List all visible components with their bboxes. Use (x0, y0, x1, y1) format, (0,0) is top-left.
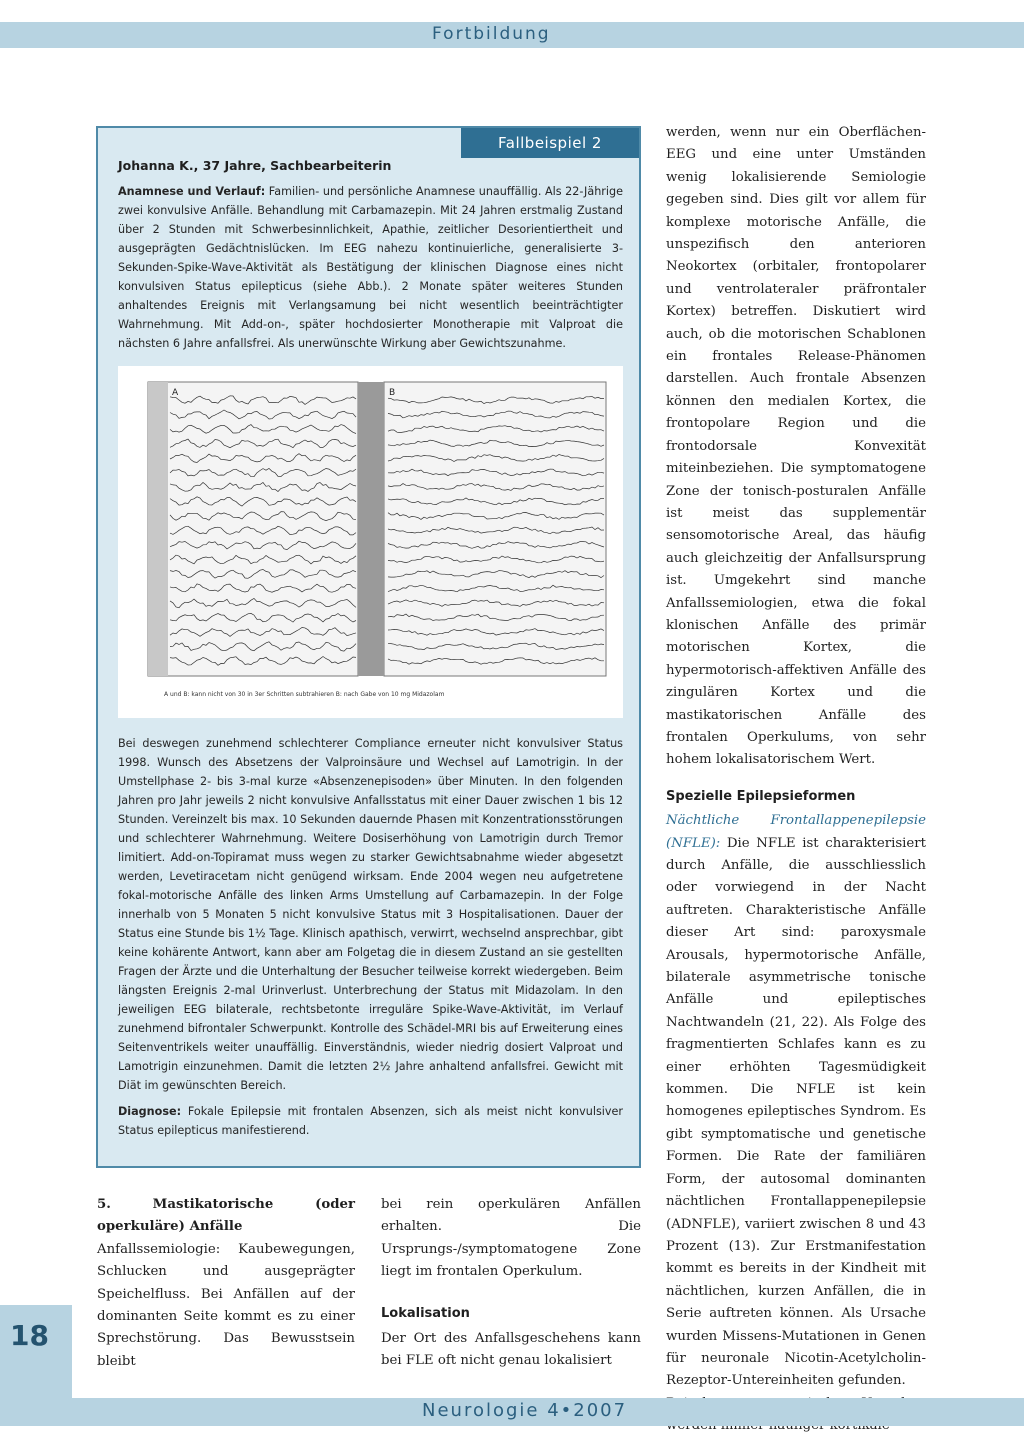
case-diagnose (118, 1102, 623, 1140)
eeg-trace-image (118, 366, 623, 718)
nfle-text: Die NFLE ist charakterisiert durch Anfälle, die ausschliesslich oder vorwiegend in der Nacht auftreten. Charakteristische Anfälle dieser Art sind: paroxysmale Arousals, hypermotorische Anfälle, bilaterale asymmetrische tonische Anfälle und epileptisches Nachtwandeln (21, 22). Als Folge des fragmentierten Schlafes kann es zu einer erhöhten Tagesmüdigkeit kommen. Die NFLE ist kein homogenes epileptisches Syndrom. Es gibt symptomatische und genetische Formen. Die Rate der familiären Form, der autosomal dominanten nächtlichen Frontallappenepilepsie (ADNFLE), variiert zwischen 8 und 43 Prozent (13). Zur Erstmanifestation kommt es bereits in der Kindheit mit nächtlichen, kurzen Anfällen, die in Serie auftreten können. Als Ursache wurden Missens-Mutationen in Genen für neuronale Nicotin-Acetylcholin-Rezeptor-Untereinheiten gefunden. (666, 835, 926, 1389)
diagnose-text: Fokale Epilepsie mit frontalen Absenzen, sich als meist nicht konvulsiver Status epilepticus manifestierend. (118, 1105, 623, 1137)
page-number-tab (0, 1305, 72, 1398)
case-box (96, 126, 641, 1168)
section-heading-epilepsieformen: Spezielle Epilepsieformen (666, 788, 856, 804)
column-1 (97, 1194, 355, 1373)
case-title: Johanna K., 37 Jahre, Sachbearbeiterin (118, 158, 392, 173)
figure-caption: A und B: kann nicht von 30 in 3er Schritten subtrahieren B: nach Gabe von 10 mg Midazolam (164, 691, 445, 698)
diagnose-label: Diagnose: (118, 1105, 182, 1118)
svg-text:B: B (389, 388, 396, 398)
column-2 (381, 1194, 641, 1373)
col1-text: Anfallssemiologie: Kaubewegungen, Schlucken und ausgeprägter Speichelfluss. Bei Anfällen auf der dominanten Seite kommt es zu einer Sprechstörung. Das Bewusstsein bleibt (97, 1241, 355, 1369)
page-number: 18 (10, 1319, 49, 1352)
col3-text-1: werden, wenn nur ein Oberflächen-EEG und eine unter Umständen wenig lokalisierende Semiologie gegeben sind. Dies gilt vor allem für komplexe motorische Anfälle, die unspezifisch den anterioren Neokortex (orbitaler, frontopolarer und ventrolateraler präfrontaler Kortex) betreffen. Diskutiert wird auch, ob die motorischen Schablonen ein frontales Release-Phänomen darstellen. Auch frontale Absenzen können den medialen Kortex, die frontopolare Region und die frontodorsale Konvexität miteinbeziehen. Die symptomatogene Zone der tonisch-posturalen Anfälle ist meist das supplementär sensomotorische Areal, das häufig auch gleichzeitig der Anfallsursprung ist. Umgekehrt sind manche Anfallssemiologien, etwa die fokal klonischen Anfälle des primär motorischen Kortex, die hypermotorisch-affektiven Anfälle des zingulären Kortex und die mastikatorischen Anfälle des frontalen Operkulums, von sehr hohem lokalisatorischem Wert. (666, 125, 926, 768)
section-heading-lokalisation: Lokalisation (381, 1305, 470, 1321)
section-title: Fortbildung (432, 24, 551, 44)
case-anamnese (118, 182, 623, 353)
anamnese-text: Familien- und persönliche Anamnese unauffällig. Als 22-Jährige zwei konvulsive Anfälle. Behandlung mit Carbamazepin. Mit 24 Jahren erstmalig Zustand über 2 Stunden mit Schwerbesinnlichkeit, Apathie, zeitlicher Desorientiertheit und ausgeprägten Gedächtnislücken. Im EEG nahezu kontinuierliche, generalisierte 3-Sekunden-Spike-Wave-Aktivität als Bestätigung der klinischen Diagnose eines nicht konvulsiven Status epilepticus (siehe Abb.). 2 Monate später weiteres Stunden anhaltendes Ereignis mit Verlangsamung bei nicht wesentlich beeinträchtigter Wahrnehmung. Mit Add-on-, später hochdosierter Monotherapie mit Valproat die nächsten 6 Jahre anfallsfrei. Als unerwünschte Wirkung aber Gewichtszunahme. (118, 185, 623, 350)
svg-text:A: A (172, 388, 179, 398)
case-verlauf: Bei deswegen zunehmend schlechterer Compliance erneuter nicht konvulsiver Status 1998. Wunsch des Absetzens der Valproinsäure und Wechsel auf Lamotrigin. In der Umstellphase 2- bis 3-mal kurze «Absenzenepisoden» über Minuten. In den folgenden Jahren pro Jahr jeweils 2 nicht konvulsive Anfallsstatus mit einer Dauer zwischen 1 bis 12 Stunden. Vereinzelt bis max. 10 Sekunden dauernde Phasen mit Konzentrationsstörungen und schlechterer Wahrnehmung. Weitere Dosiserhöhung von Lamotrigin durch Tremor limitiert. Add-on-Topiramat muss wegen zu starker Gewichtsabnahme wieder abgesetzt werden, Levetiracetam nicht genügend wirksam. Ende 2004 wegen neu aufgetretene fokal-motorische Anfälle des linken Arms Umstellung auf Carbamazepin. In der Folge innerhalb von 5 Monaten 5 nicht konvulsive Status mit 3 Hospitalisationen. Dauer der Status eine Stunde bis 1½ Tage. Klinisch apathisch, verwirrt, wechselnd ansprechbar, gibt keine kohärente Antwort, kann aber am Folgetag die in diesem Zustand an sie gestellten Fragen der Ärzte und die Unterhaltung der Besucher teilweise korrekt wiedergeben. Beim längsten Ereignis 2-mal Urinverlust. Unterbrechung der Status mit Midazolam. In den jeweiligen EEG bilaterale, rechtsbetonte irreguläre Spike-Wave-Aktivität, im Verlauf zunehmend bifrontaler Schwerpunkt. Kontrolle des Schädel-MRI bis auf Erweiterung eines Seitenventrikels weiter unauffällig. Einverständnis, wieder niedrig dosiert Valproat und Lamotrigin einzunehmen. Damit die letzten 2½ Jahre anhaltend anfallsfrei. Gewicht mit Diät im gewünschten Bereich. (118, 737, 623, 1092)
section-heading-mastikatorisch: 5. Mastikatorische (oder operkuläre) Anfälle (97, 1197, 355, 1235)
col3-text-2 (666, 810, 926, 1393)
anamnese-label: Anamnese und Verlauf: (118, 185, 266, 198)
header-bar (0, 22, 1024, 48)
nfle-term: Nächtliche Frontallappenepilepsie (NFLE): (666, 813, 926, 851)
case-tag: Fallbeispiel 2 (461, 128, 639, 158)
eeg-figure (118, 366, 623, 718)
journal-issue: Neurologie 4•2007 (422, 1400, 628, 1421)
col2-text-2: Der Ort des Anfallsgeschehens kann bei FLE oft nicht genau lokalisiert (381, 1331, 641, 1369)
col2-text-1: bei rein operkulären Anfällen erhalten. Die Ursprungs-/symptomatogene Zone liegt im frontalen Operkulum. (381, 1197, 641, 1280)
footer-bar (0, 1398, 1024, 1426)
column-3 (666, 122, 926, 1438)
